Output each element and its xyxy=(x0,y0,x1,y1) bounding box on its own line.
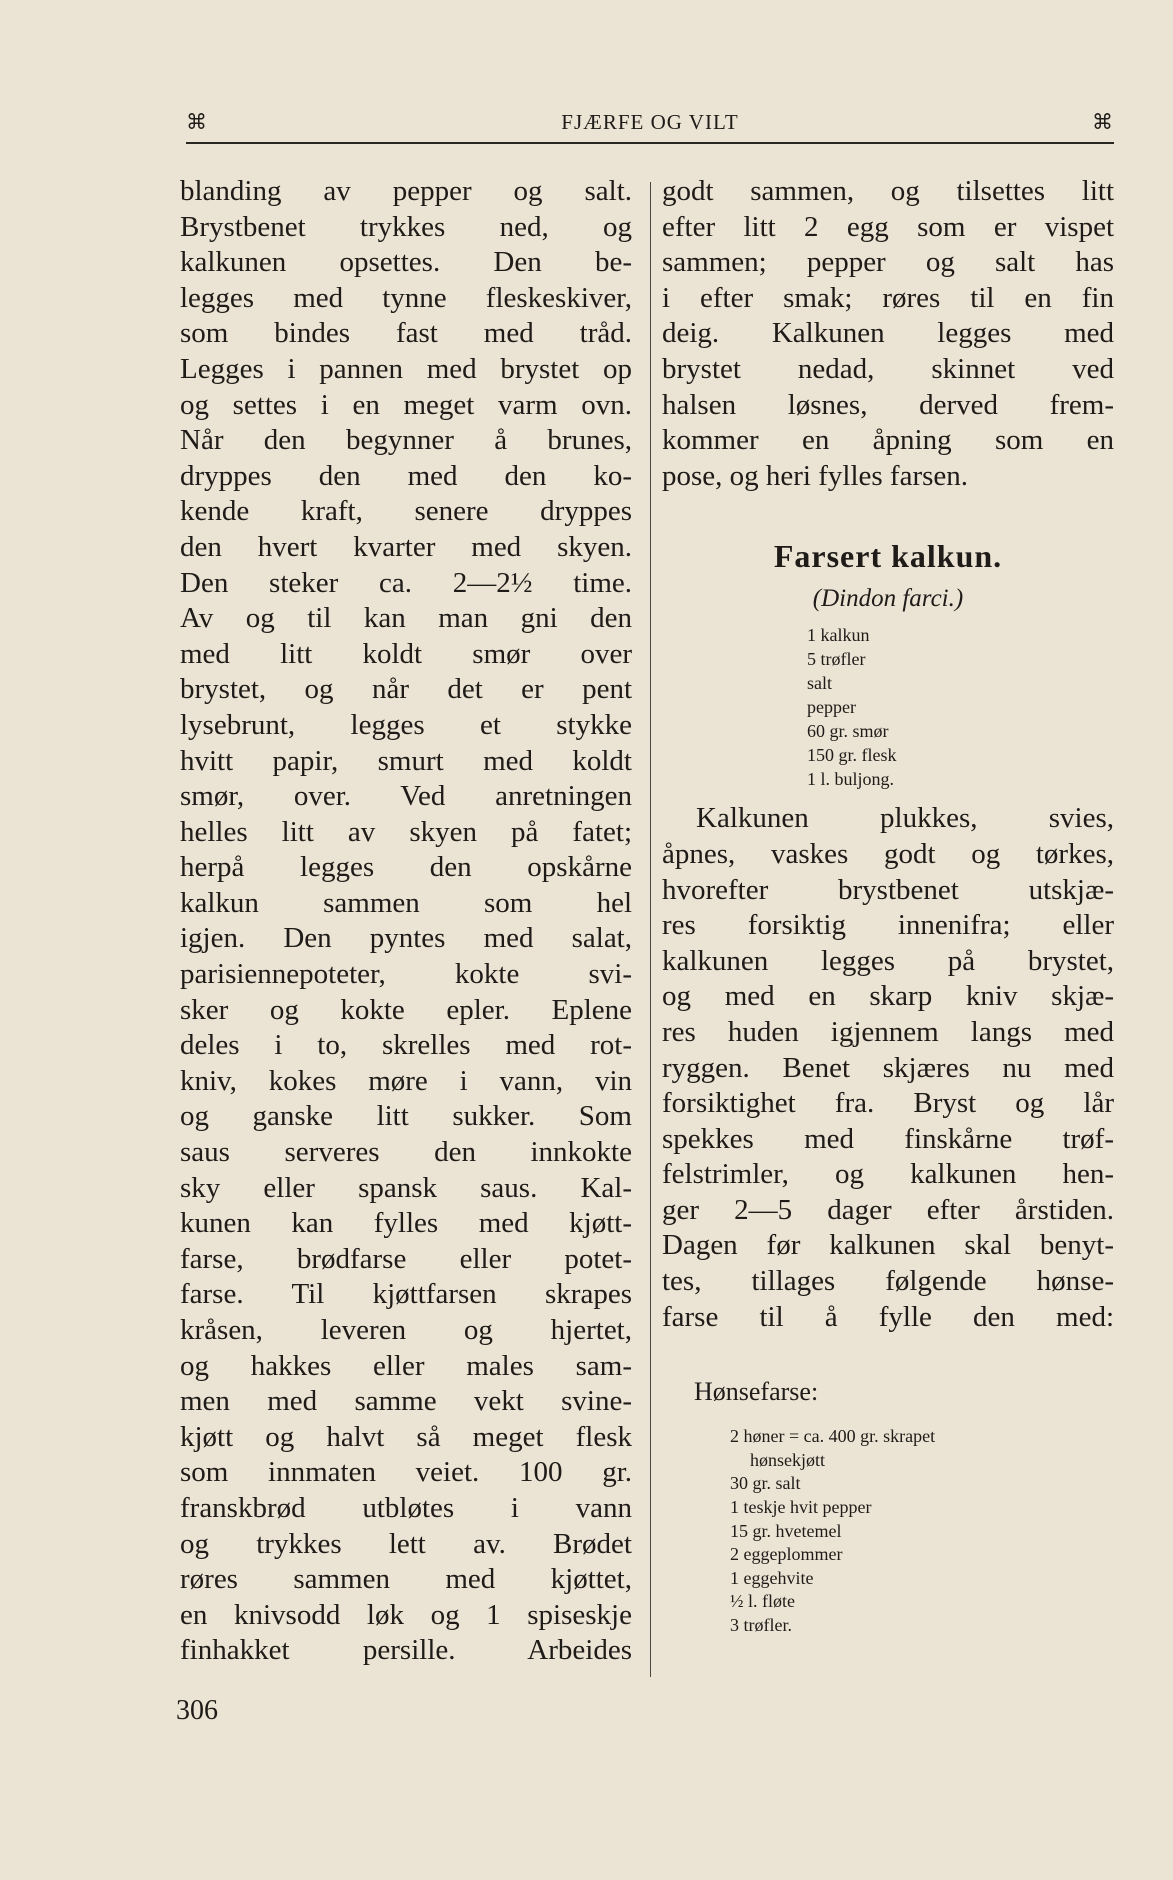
text-line: parisiennepoteter, kokte svi- xyxy=(180,958,632,991)
text-line: pose, og heri fylles farsen. xyxy=(662,459,969,492)
text-line: og med en skarp kniv skjæ- xyxy=(662,980,1114,1013)
ingredient-item: 60 gr. smør xyxy=(807,721,889,742)
text-line: hvitt papir, smurt med koldt xyxy=(180,744,632,777)
text-line: dryppes den med den ko- xyxy=(180,459,632,492)
text-line: legges med tynne fleskeskiver, xyxy=(180,281,632,314)
text-line: Legges i pannen med brystet op xyxy=(180,352,632,385)
text-line: sker og kokte epler. Eplene xyxy=(180,993,632,1026)
text-line: herpå legges den opskårne xyxy=(180,851,632,884)
column-divider xyxy=(650,182,651,1677)
text-line: deig. Kalkunen legges med xyxy=(662,317,1114,350)
text-line: røres sammen med kjøttet, xyxy=(180,1563,632,1596)
ornament-right-icon: ⌘ xyxy=(1092,110,1114,134)
header-title: FJÆRFE OG VILT xyxy=(561,110,739,134)
ingredient-item: 1 eggehvite xyxy=(730,1567,814,1588)
text-line: smør, over. Ved anretningen xyxy=(180,780,632,813)
text-line: kniv, kokes møre i vann, vin xyxy=(180,1064,632,1097)
text-line: og settes i en meget varm ovn. xyxy=(180,388,632,421)
text-line: igjen. Den pyntes med salat, xyxy=(180,922,632,955)
text-line: blanding av pepper og salt. xyxy=(180,175,632,207)
text-line: kalkun sammen som hel xyxy=(180,886,632,919)
text-line: franskbrød utbløtes i vann xyxy=(180,1491,632,1524)
text-line: kommer en åpning som en xyxy=(662,424,1114,457)
text-line: med litt koldt smør over xyxy=(180,637,632,670)
text-line: og ganske litt sukker. Som xyxy=(180,1100,632,1133)
header-rule xyxy=(186,142,1114,144)
text-line: den hvert kvarter med skyen. xyxy=(180,530,632,563)
text-line: sky eller spansk saus. Kal- xyxy=(180,1171,632,1204)
ingredient-item: 3 trøfler. xyxy=(730,1615,792,1635)
ingredient-item: salt xyxy=(807,673,832,694)
text-line: felstrimler, og kalkunen hen- xyxy=(662,1158,1114,1191)
text-line: en knivsodd løk og 1 spiseskje xyxy=(180,1598,632,1631)
text-line: men med samme vekt svine- xyxy=(180,1385,632,1418)
farse-ingredient-list xyxy=(662,1425,1114,1637)
text-line: i efter smak; røres til en fin xyxy=(662,281,1114,314)
text-line: lysebrunt, legges et stykke xyxy=(180,708,632,741)
ingredient-item: 5 trøfler xyxy=(807,649,866,670)
text-line: farse. Til kjøttfarsen skrapes xyxy=(180,1278,632,1311)
text-line: Brystbenet trykkes ned, og xyxy=(180,210,632,243)
ingredient-item: 1 teskje hvit pepper xyxy=(730,1497,872,1518)
recipe-subtitle: (Dindon farci.) xyxy=(812,585,964,613)
ingredient-item: hønsekjøtt xyxy=(750,1449,825,1470)
text-line: halsen løsnes, derved frem- xyxy=(662,388,1114,421)
text-line: Kalkunen plukkes, svies, xyxy=(696,802,1114,835)
ingredient-item: 30 gr. salt xyxy=(730,1473,801,1494)
text-line: åpnes, vaskes godt og tørkes, xyxy=(662,837,1114,870)
text-line: efter litt 2 egg som er vispet xyxy=(662,210,1114,243)
text-line: farse til å fylle den med: xyxy=(662,1300,1114,1333)
text-line: godt sammen, og tilsettes litt xyxy=(662,175,1114,207)
ingredient-item: 150 gr. flesk xyxy=(807,745,897,766)
text-line: kende kraft, senere dryppes xyxy=(180,495,632,528)
text-line: kjøtt og halvt så meget flesk xyxy=(180,1420,632,1453)
text-line: deles i to, skrelles med rot- xyxy=(180,1029,632,1062)
text-line: res forsiktig innenifra; eller xyxy=(662,909,1114,942)
text-line: Den steker ca. 2—2½ time. xyxy=(180,566,632,599)
recipe-title: Farsert kalkun. xyxy=(773,538,1003,575)
text-line: Dagen før kalkunen skal benyt- xyxy=(662,1229,1114,1262)
text-line: helles litt av skyen på fatet; xyxy=(180,815,632,848)
text-line: kalkunen opsettes. Den be- xyxy=(180,246,632,279)
text-line: og hakkes eller males sam- xyxy=(180,1349,632,1382)
ingredient-item: pepper xyxy=(807,697,856,718)
text-line: brystet, og når det er pent xyxy=(180,673,632,706)
text-line: som innmaten veiet. 100 gr. xyxy=(180,1456,632,1489)
ornament-left-icon: ⌘ xyxy=(186,110,208,134)
text-line: ryggen. Benet skjæres nu med xyxy=(662,1051,1114,1084)
method-paragraph xyxy=(662,801,1114,1335)
text-line: spekkes med finskårne trøf- xyxy=(662,1122,1114,1155)
text-line: res huden igjennem langs med xyxy=(662,1015,1114,1048)
text-line: finhakket persille. Arbeides xyxy=(180,1634,632,1667)
text-line: Av og til kan man gni den xyxy=(180,602,632,635)
ingredient-item: ½ l. fløte xyxy=(730,1591,795,1612)
left-column xyxy=(180,174,632,1669)
text-line: kråsen, leveren og hjertet, xyxy=(180,1314,632,1346)
text-line: og trykkes lett av. Brødet xyxy=(180,1527,632,1560)
text-line: brystet nedad, skinnet ved xyxy=(662,352,1114,385)
page-number: 306 xyxy=(176,1695,218,1726)
text-line: som bindes fast med tråd. xyxy=(180,317,632,350)
ingredient-item: 15 gr. hvetemel xyxy=(730,1520,842,1541)
text-line: farse, brødfarse eller potet- xyxy=(180,1242,632,1275)
farse-label: Hønsefarse: xyxy=(694,1377,819,1407)
text-line: kalkunen legges på brystet, xyxy=(662,944,1114,977)
text-line: saus serveres den innkokte xyxy=(180,1136,632,1169)
text-line: Når den begynner å brunes, xyxy=(180,424,632,457)
running-header xyxy=(186,110,1114,140)
ingredient-item: 1 kalkun xyxy=(807,625,870,646)
ingredient-item: 2 eggeplommer xyxy=(730,1544,843,1565)
text-line: kunen kan fylles med kjøtt- xyxy=(180,1207,632,1240)
right-column xyxy=(662,174,1114,1638)
ingredient-list xyxy=(662,623,1114,791)
ingredient-item: 1 l. buljong. xyxy=(807,769,895,790)
text-line: ger 2—5 dager efter årstiden. xyxy=(662,1193,1114,1226)
text-line: sammen; pepper og salt has xyxy=(662,246,1114,279)
text-line: tes, tillages følgende hønse- xyxy=(662,1265,1114,1298)
ingredient-item: 2 høner = ca. 400 gr. skrapet xyxy=(730,1426,936,1447)
text-line: hvorefter brystbenet utskjæ- xyxy=(662,873,1114,906)
text-line: forsiktighet fra. Bryst og lår xyxy=(662,1087,1114,1120)
